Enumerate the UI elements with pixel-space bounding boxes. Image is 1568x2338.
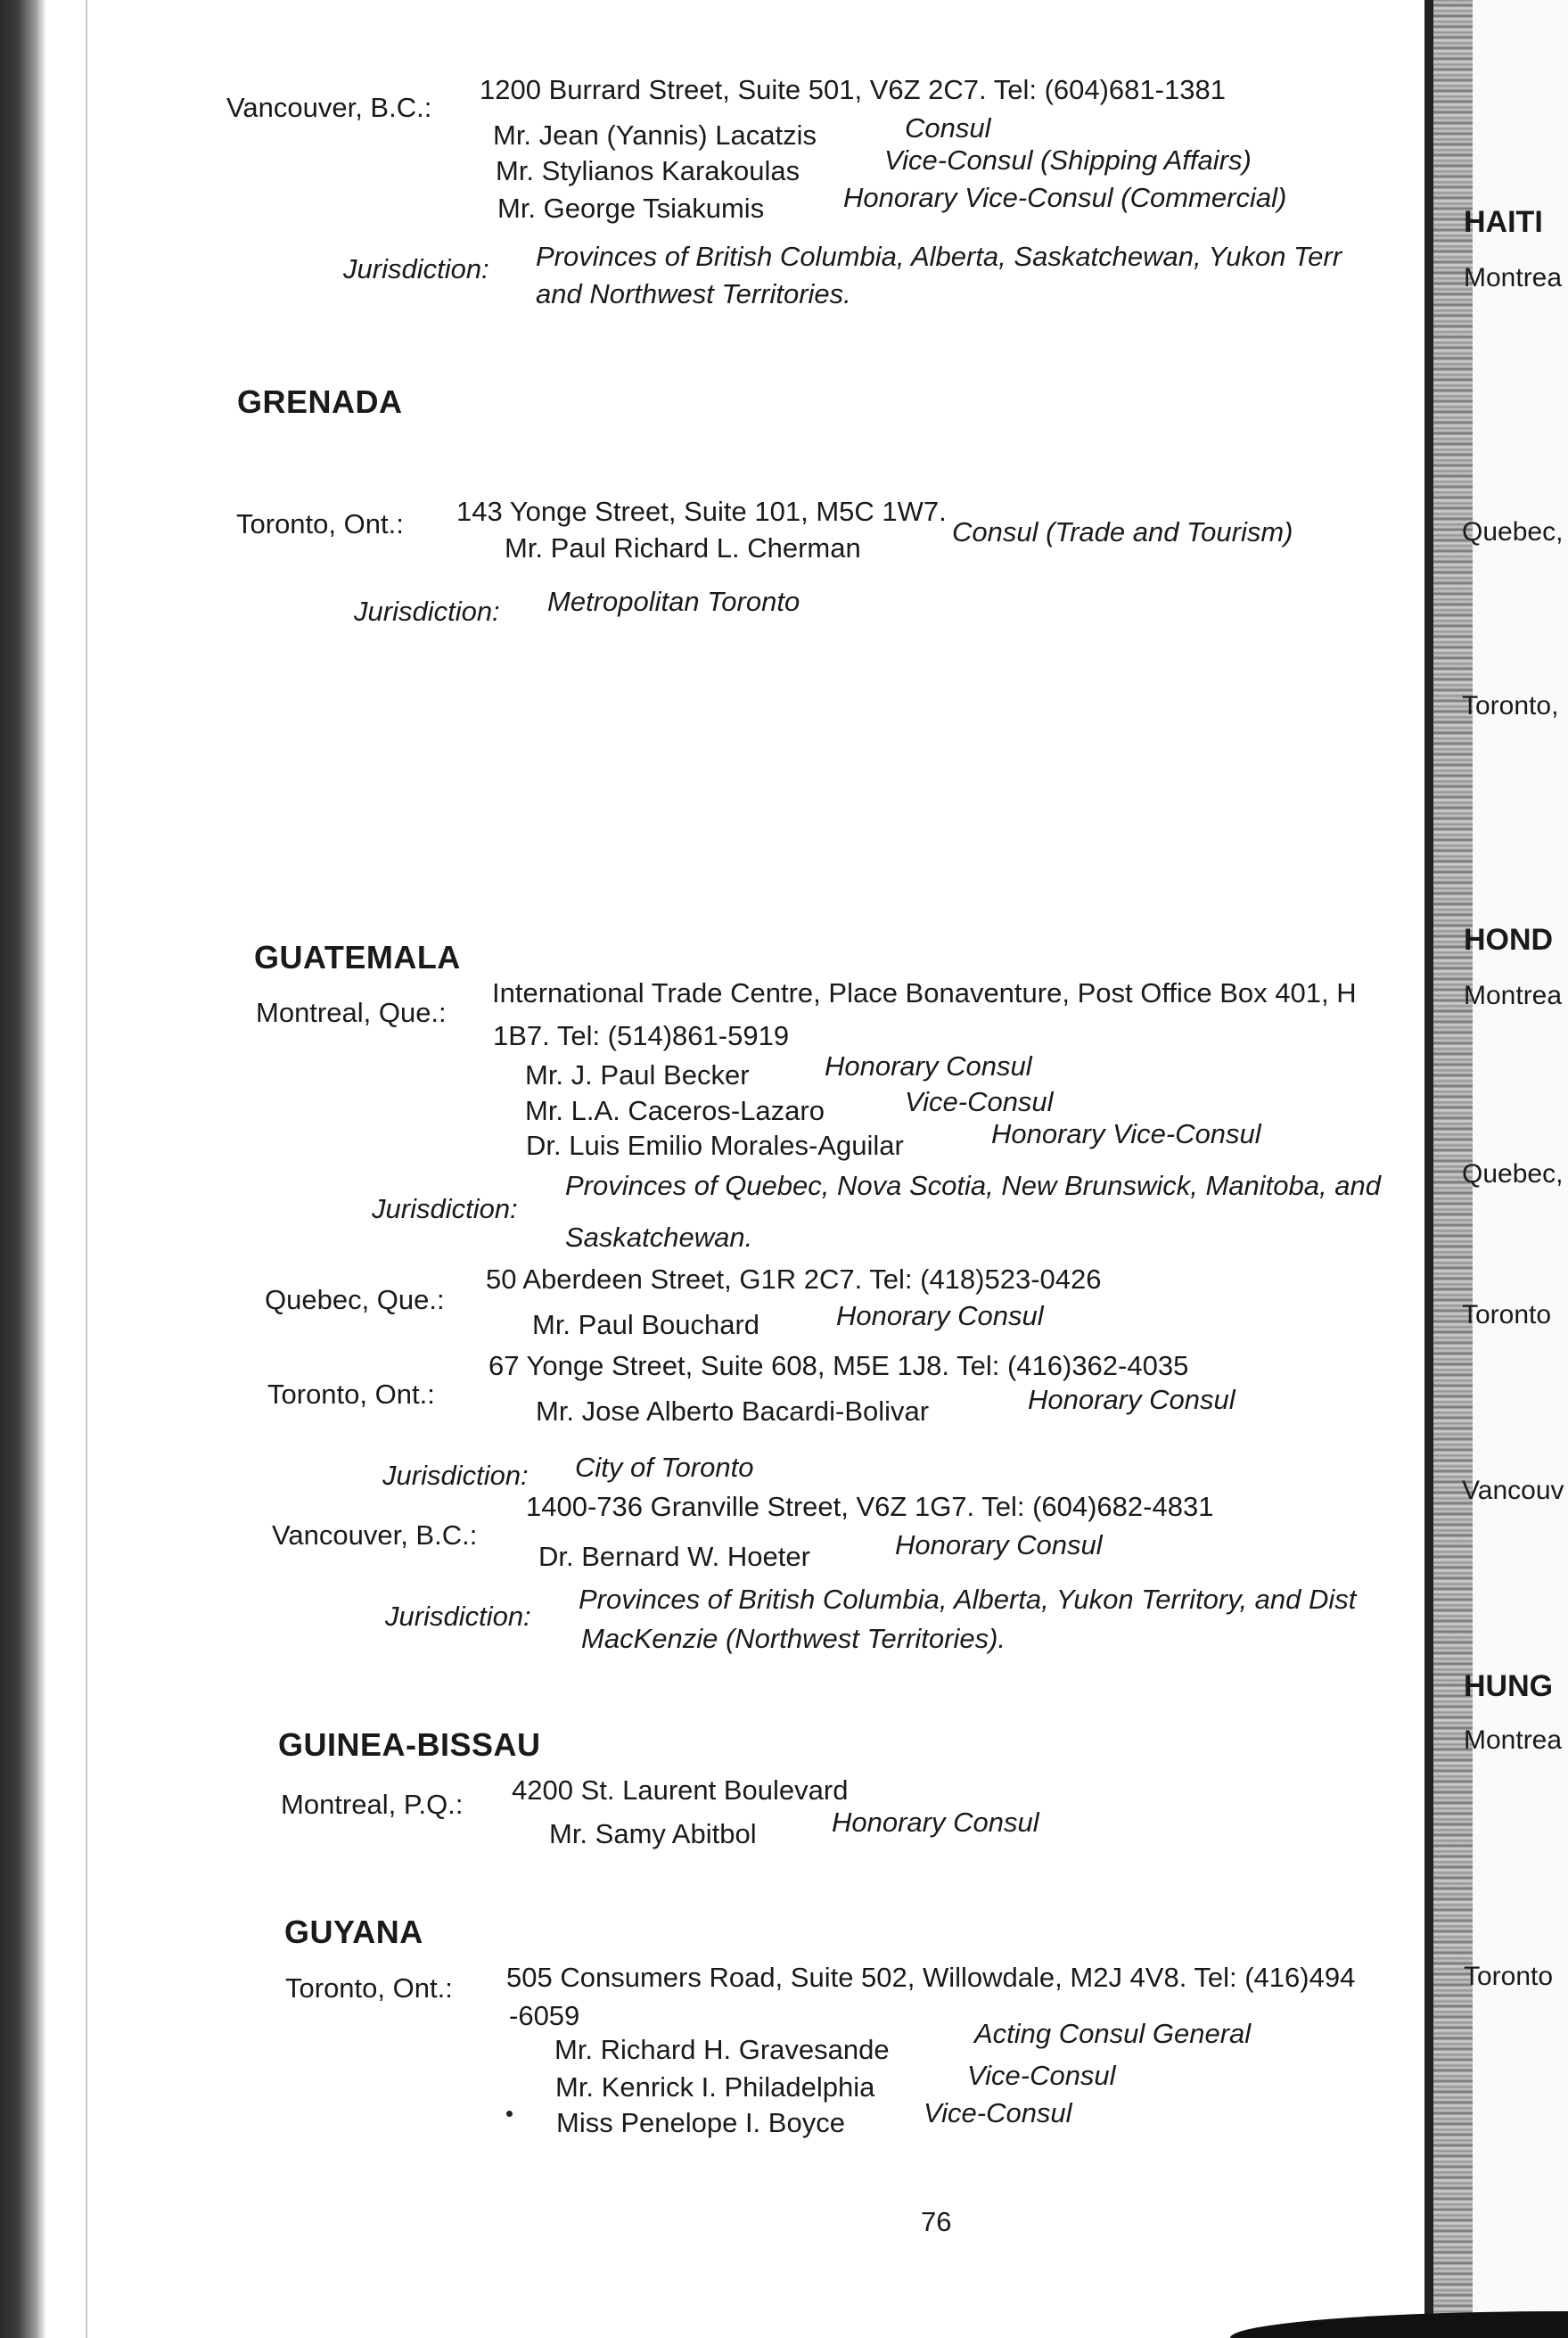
jurisdiction-text: MacKenzie (Northwest Territories). [581,1623,1006,1654]
city-label: Montreal, P.Q.: [281,1789,464,1820]
address-line: 50 Aberdeen Street, G1R 2C7. Tel: (418)523-0426 [486,1264,1102,1295]
jurisdiction-text: and Northwest Territories. [536,278,851,309]
official-name: Miss Penelope I. Boyce [556,2107,845,2138]
address-line: -6059 [509,2000,580,2031]
address-line: 1B7. Tel: (514)861-5919 [493,1020,790,1051]
address-line: International Trade Centre, Place Bonaventure, Post Office Box 401, H [492,977,1357,1008]
official-title: Honorary Consul [1028,1384,1236,1415]
page-curl-shadow [1230,2311,1568,2338]
official-title: Vice-Consul (Shipping Affairs) [884,144,1252,176]
country-heading: GUATEMALA [254,939,461,976]
official-title: Honorary Consul [836,1300,1044,1331]
official-title: Consul (Trade and Tourism) [952,516,1293,547]
official-title: Honorary Consul [825,1050,1032,1082]
official-name: Mr. Stylianos Karakoulas [496,155,800,186]
adjacent-text: Toronto [1464,1962,1554,1991]
official-name: Mr. Samy Abitbol [549,1818,757,1849]
adjacent-heading: HAITI [1464,205,1543,239]
country-heading: GUINEA-BISSAU [278,1726,541,1763]
city-label: Quebec, Que.: [265,1284,445,1315]
official-name: Mr. Paul Richard L. Cherman [505,532,861,564]
adjacent-text: Toronto [1462,1300,1552,1330]
bullet-mark [506,2111,513,2117]
jurisdiction-label: Jurisdiction: [343,253,489,284]
page-number: 76 [921,2206,952,2237]
city-label: Vancouver, B.C.: [272,1519,478,1551]
official-name: Mr. Kenrick I. Philadelphia [555,2071,875,2103]
official-title: Consul [905,112,991,144]
adjacent-text: Quebec, [1462,1159,1564,1189]
official-title: Honorary Consul [832,1807,1039,1838]
adjacent-heading: HUNG [1464,1669,1554,1703]
address-line: 4200 St. Laurent Boulevard [512,1774,849,1806]
official-name: Dr. Luis Emilio Morales-Aguilar [526,1130,904,1161]
city-label: Montreal, Que.: [256,997,447,1028]
adjacent-heading: HOND [1464,923,1554,957]
address-line: 505 Consumers Road, Suite 502, Willowdale, M2J 4V8. Tel: (416)494 [506,1962,1356,1993]
adjacent-text: Montrea [1464,981,1563,1010]
official-name: Mr. Paul Bouchard [532,1309,760,1340]
official-name: Mr. J. Paul Becker [525,1059,750,1091]
jurisdiction-label: Jurisdiction: [385,1601,531,1632]
jurisdiction-text: Provinces of British Columbia, Alberta, Yukon Territory, and Dist [579,1584,1357,1615]
address-line: 1400-736 Granville Street, V6Z 1G7. Tel: (604)682-4831 [526,1491,1214,1522]
scan-margin-line [86,0,87,2338]
country-heading: GUYANA [284,1914,423,1950]
official-name: Mr. L.A. Caceros-Lazaro [525,1095,825,1126]
official-name: Mr. Jean (Yannis) Lacatzis [493,119,817,151]
jurisdiction-text: Metropolitan Toronto [547,586,800,617]
address-line: 1200 Burrard Street, Suite 501, V6Z 2C7. Tel: (604)681-1381 [480,74,1226,105]
adjacent-text: Toronto, [1462,691,1559,720]
official-name: Mr. Jose Alberto Bacardi-Bolivar [536,1395,930,1427]
official-title: Vice-Consul [924,2097,1072,2128]
city-label: Toronto, Ont.: [267,1379,435,1410]
adjacent-text: Montrea [1464,1725,1563,1755]
official-title: Vice-Consul [967,2060,1116,2091]
official-title: Vice-Consul [905,1086,1054,1117]
city-label: Toronto, Ont.: [236,508,404,539]
address-line: 67 Yonge Street, Suite 608, M5E 1J8. Tel: (416)362-4035 [488,1350,1189,1381]
adjacent-text: Quebec, [1462,517,1564,547]
jurisdiction-text: Provinces of British Columbia, Alberta, Saskatchewan, Yukon Terr [536,241,1342,272]
jurisdiction-text: City of Toronto [575,1452,754,1483]
official-title: Honorary Vice-Consul [991,1118,1261,1149]
official-title: Acting Consul General [974,2018,1252,2049]
city-label: Toronto, Ont.: [285,1972,453,2004]
city-label: Vancouver, B.C.: [226,92,432,123]
adjacent-text: Vancouv [1462,1476,1564,1505]
jurisdiction-label: Jurisdiction: [354,596,500,627]
address-line: 143 Yonge Street, Suite 101, M5C 1W7. [456,496,947,527]
official-title: Honorary Vice-Consul (Commercial) [843,182,1287,213]
official-name: Mr. George Tsiakumis [497,193,765,224]
scan-left-edge [0,0,46,2338]
jurisdiction-label: Jurisdiction: [372,1193,518,1224]
official-name: Dr. Bernard W. Hoeter [538,1541,810,1572]
jurisdiction-label: Jurisdiction: [382,1460,529,1491]
jurisdiction-text: Saskatchewan. [565,1222,753,1253]
official-name: Mr. Richard H. Gravesande [554,2034,890,2065]
official-title: Honorary Consul [895,1529,1103,1560]
adjacent-page-sliver [1462,0,1568,2338]
jurisdiction-text: Provinces of Quebec, Nova Scotia, New Brunswick, Manitoba, and [565,1170,1381,1201]
adjacent-text: Montrea [1464,263,1563,292]
country-heading: GRENADA [237,383,403,420]
